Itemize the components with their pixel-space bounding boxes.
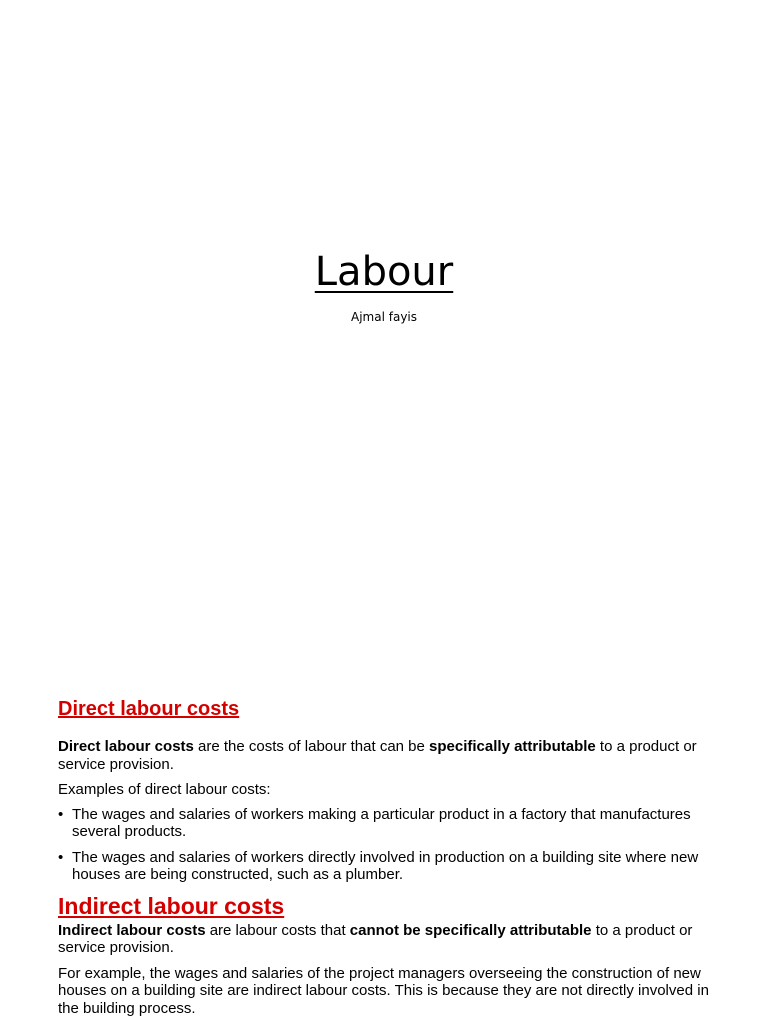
- indirect-definition-text-1: are labour costs that: [205, 921, 350, 939]
- list-item: [58, 849, 718, 884]
- direct-labour-heading: Direct labour costs: [58, 698, 240, 720]
- indirect-labour-heading: Indirect labour costs: [58, 892, 285, 919]
- indirect-term: Indirect labour costs: [58, 921, 206, 939]
- direct-definition-text-1: are the costs of labour that can be: [193, 738, 430, 755]
- list-item-text: The wages and salaries of workers making a particular product in a factory that manufactures several products.: [72, 805, 691, 840]
- indirect-section: [58, 892, 718, 1018]
- indirect-labour-definition: [58, 922, 718, 957]
- indirect-emphasis: cannot be specifically attributable: [349, 921, 592, 939]
- direct-emphasis: specifically attributable: [429, 738, 596, 755]
- direct-labour-definition: [58, 738, 718, 773]
- list-item-text: The wages and salaries of workers directly involved in production on a building site where new houses are being constructed, such as a plumber.: [72, 848, 699, 883]
- list-item: [58, 806, 718, 841]
- direct-term: Direct labour costs: [58, 738, 194, 755]
- direct-examples-label: Examples of direct labour costs:: [58, 781, 271, 798]
- bullet-icon: •: [58, 848, 64, 866]
- indirect-example: For example, the wages and salaries of the project managers overseeing the construction of new houses on a building site are indirect labour costs. This is because they are not directly involved in the building process.: [58, 964, 709, 1017]
- direct-definition-text-2: to a product or service provision.: [58, 738, 697, 773]
- direct-examples-list: [58, 806, 718, 884]
- presentation-title: Labour: [314, 249, 454, 295]
- indirect-definition-text-2: to a product or service provision.: [58, 921, 693, 956]
- bullet-icon: •: [58, 805, 64, 823]
- author-name: Ajmal fayis: [351, 310, 417, 324]
- content-slide: [58, 696, 718, 1017]
